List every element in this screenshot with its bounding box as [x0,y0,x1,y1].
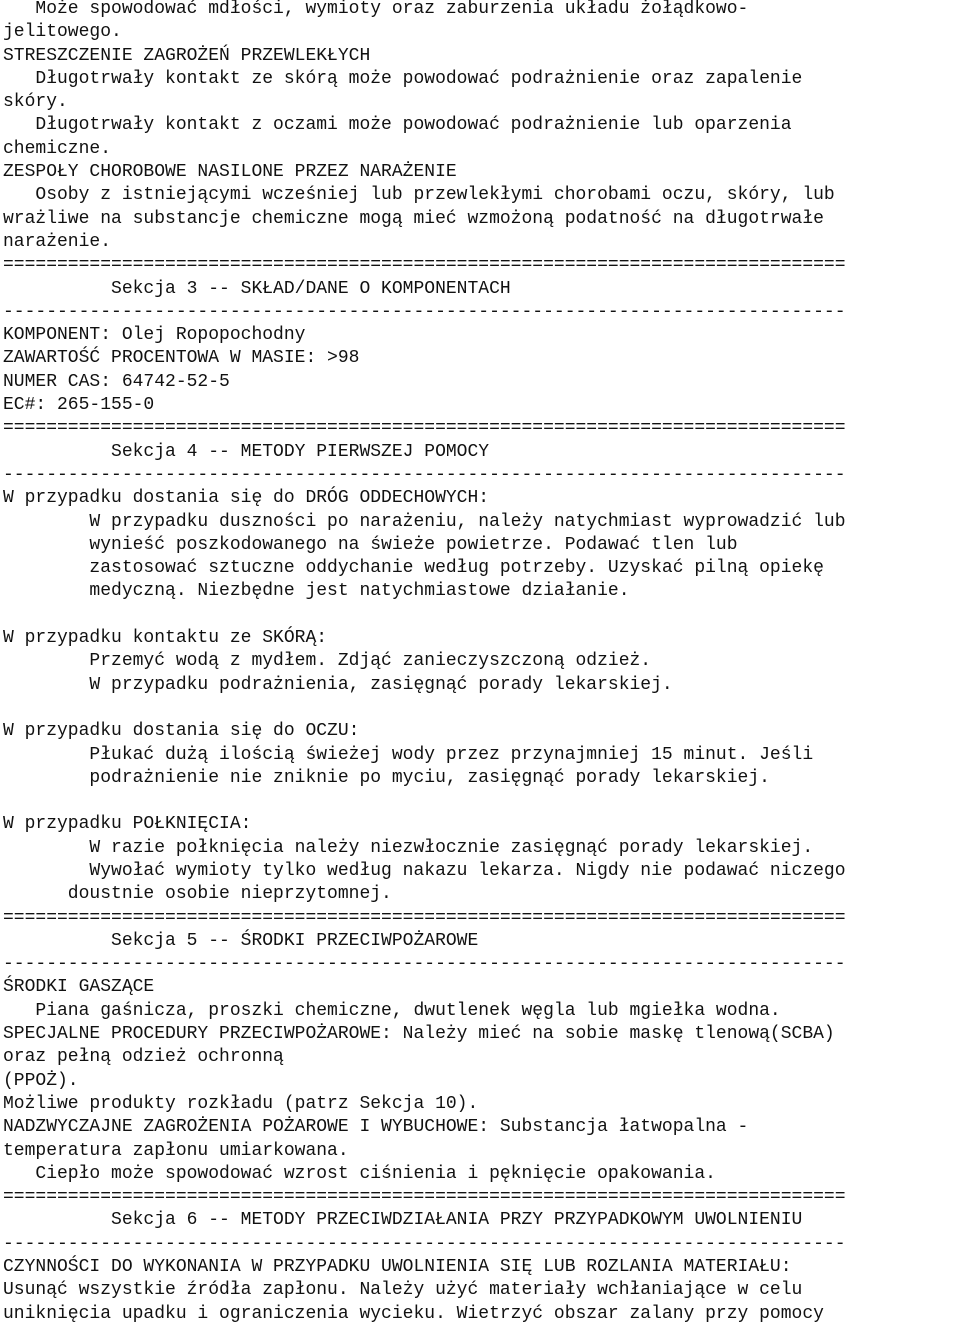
section-title: Sekcja 3 -- SKŁAD/DANE O KOMPONENTACH [3,278,511,299]
subsection-heading: ŚRODKI GASZĄCE [3,977,155,998]
subsection-heading: W przypadku kontaktu ze SKÓRĄ: [3,628,328,649]
section-title: Sekcja 5 -- ŚRODKI PRZECIWPOŻAROWE [3,930,479,951]
text-line: Ciepło może spowodować wzrost ciśnienia i pęknięcie opakowania. [3,1163,716,1184]
text-line: chemiczne. [3,138,112,159]
text-line: temperatura zapłonu umiarkowana. [3,1140,349,1161]
subsection-heading: W przypadku POŁKNIĘCIA: [3,814,252,835]
component-percentage: ZAWARTOŚĆ PROCENTOWA W MASIE: >98 [3,348,360,369]
text-line: W przypadku podrażnienia, zasięgnąć porady lekarskiej. [3,674,673,695]
text-line: Przemyć wodą z mydłem. Zdjąć zanieczyszczoną odzież. [3,651,652,672]
component-cas: NUMER CAS: 64742-52-5 [3,371,230,392]
text-line: podrażnienie nie zniknie po myciu, zasięgnąć porady lekarskiej. [3,767,770,788]
text-line: jelitowego. [3,22,122,43]
divider-single: ------------------------------------------------------------------------------ [3,464,846,485]
text-line: Płukać dużą ilością świeżej wody przez przynajmniej 15 minut. Jeśli [3,744,814,765]
text-line: narażenie. [3,231,112,252]
divider-single: ------------------------------------------------------------------------------ [3,301,846,322]
subsection-heading: W przypadku dostania się do OCZU: [3,721,360,742]
text-line: NADZWYCZAJNE ZAGROŻENIA POŻAROWE I WYBUCHOWE: Substancja łatwopalna - [3,1117,749,1138]
component-ec: EC#: 265-155-0 [3,395,155,416]
document-page [3,0,960,1326]
section-title: Sekcja 4 -- METODY PIERWSZEJ POMOCY [3,441,490,462]
divider-double: ============================================================================== [3,255,846,276]
text-line: zastosować sztuczne oddychanie według potrzeby. Uzyskać pilną opiekę [3,558,824,579]
divider-double: ============================================================================== [3,907,846,928]
text-line: (PPOŻ). [3,1070,79,1091]
divider-double: ============================================================================== [3,1187,846,1208]
text-line: Może spowodować mdłości, wymioty oraz zaburzenia układu żołądkowo- [3,0,749,19]
blank-line [3,604,960,627]
divider-single: ------------------------------------------------------------------------------ [3,954,846,975]
text-line: SPECJALNE PROCEDURY PRZECIWPOŻAROWE: Należy mieć na sobie maskę tlenową(SCBA) [3,1024,835,1045]
subsection-heading: W przypadku dostania się do DRÓG ODDECHOWYCH: [3,488,490,509]
text-line: Osoby z istniejącymi wcześniej lub przewlekłymi chorobami oczu, skóry, lub [3,185,835,206]
text-line: medyczną. Niezbędne jest natychmiastowe działanie. [3,581,630,602]
text-line: W razie połknięcia należy niezwłocznie zasięgnąć porady lekarskiej. [3,837,814,858]
component-name: KOMPONENT: Olej Ropopochodny [3,325,306,346]
text-line: W przypadku duszności po narażeniu, należy natychmiast wyprowadzić lub [3,511,846,532]
section-heading: ZESPOŁY CHOROBOWE NASILONE PRZEZ NARAŻENIE [3,162,457,183]
text-line: Usunąć wszystkie źródła zapłonu. Należy użyć materiały wchłaniające w celu [3,1280,803,1301]
section-title: Sekcja 6 -- METODY PRZECIWDZIAŁANIA PRZY PRZYPADKOWYM UWOLNIENIU [3,1210,803,1231]
text-line: oraz pełną odzież ochronną [3,1047,284,1068]
text-line: uniknięcia upadku i ograniczenia wycieku. Wietrzyć obszar zalany przy pomocy [3,1303,824,1324]
blank-line [3,790,960,813]
subsection-heading: CZYNNOŚCI DO WYKONANIA W PRZYPADKU UWOLNIENIA SIĘ LUB ROZLANIA MATERIAŁU: [3,1257,792,1278]
text-line: Możliwe produkty rozkładu (patrz Sekcja 10). [3,1093,479,1114]
divider-single: ------------------------------------------------------------------------------ [3,1233,846,1254]
text-line: wynieść poszkodowanego na świeże powietrze. Podawać tlen lub [3,534,738,555]
text-line: Wywołać wymioty tylko według nakazu lekarza. Nigdy nie podawać niczego [3,860,846,881]
text-line: Długotrwały kontakt ze skórą może powodować podrażnienie oraz zapalenie [3,68,803,89]
text-line: wrażliwe na substancje chemiczne mogą mieć wzmożoną podatność na długotrwałe [3,208,824,229]
text-line: Długotrwały kontakt z oczami może powodować podrażnienie lub oparzenia [3,115,792,136]
section-heading: STRESZCZENIE ZAGROŻEŃ PRZEWLEKŁYCH [3,45,371,66]
divider-double: ============================================================================== [3,418,846,439]
text-line: Piana gaśnicza, proszki chemiczne, dwutlenek węgla lub mgiełka wodna. [3,1000,781,1021]
text-line: doustnie osobie nieprzytomnej. [3,884,392,905]
blank-line [3,697,960,720]
text-line: skóry. [3,92,68,113]
